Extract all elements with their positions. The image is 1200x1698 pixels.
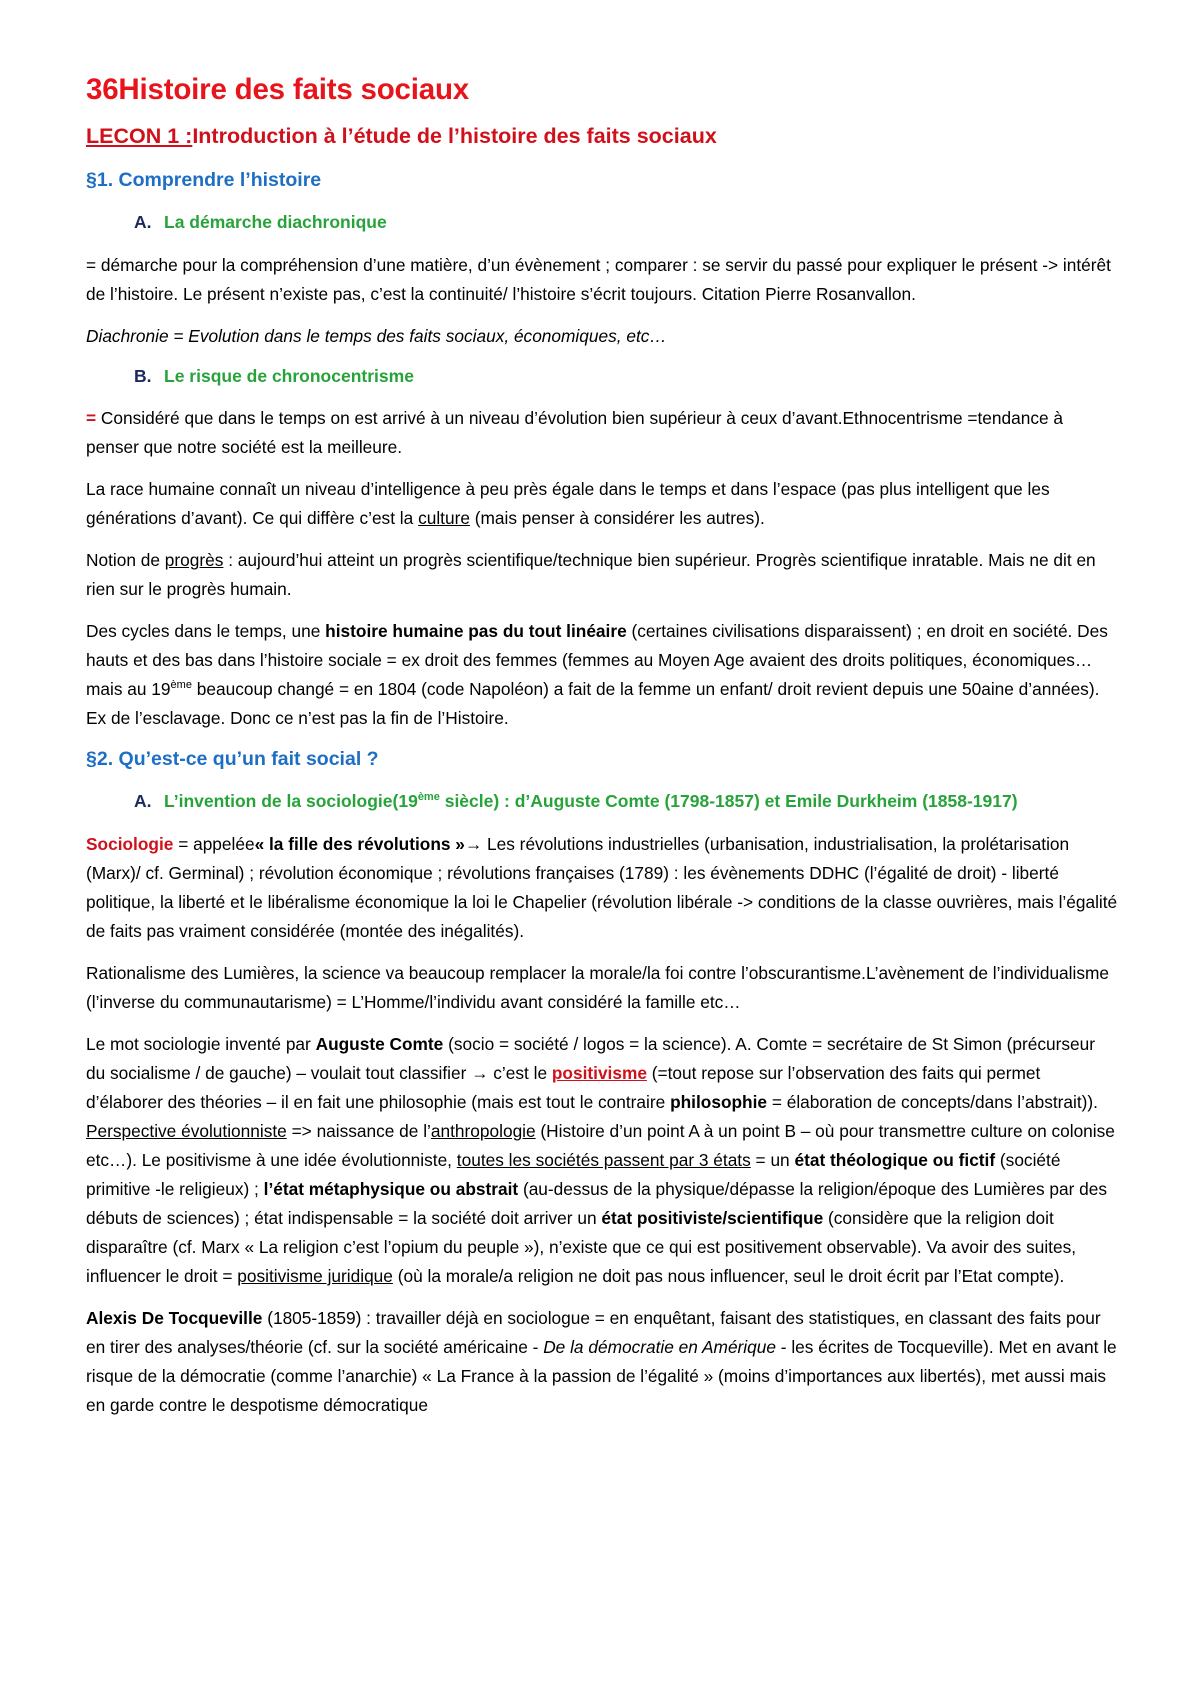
equals-mark: =	[86, 408, 97, 429]
text-run: Notion de	[86, 550, 165, 571]
subsection-1b-text: Le risque de chronocentrisme	[164, 365, 414, 386]
bold-term: Auguste Comte	[315, 1033, 444, 1054]
text-run: La race humaine connaît un niveau d’intelligence à peu près égale dans le temps et dans l’espace (pas plus intelligent que les générations d’avant). Ce qui diffère c’est la	[86, 479, 1050, 529]
paragraph-diachronie-definition: Diachronie = Evolution dans le temps des faits sociaux, économiques, etc…	[86, 325, 667, 346]
subsection-1a-title	[134, 210, 1118, 235]
underlined-term: anthropologie	[430, 1120, 536, 1141]
paragraph-2a-4	[86, 1304, 1118, 1420]
subsection-1a-text: La démarche diachronique	[164, 212, 387, 233]
text-run: (Histoire d’un point A à un point B – où pour transmettre culture on colonise etc…). Le positivisme à une idée évolutionniste,	[86, 1120, 1115, 1170]
text-run: (au-dessus de la physique/dépasse la religion/époque des Lumières par des débuts de sciences) ; état indispensable = la société doit arriver un	[86, 1178, 1108, 1228]
arrow-icon: →	[464, 833, 483, 854]
text-run: : aujourd’hui atteint un progrès scientifique/technique bien supérieur. Progrès scientifique inratable. Mais ne dit en rien sur le progrès humain.	[86, 550, 1096, 600]
text-run: c’est le	[488, 1062, 552, 1083]
text-run: (mais penser à considérer les autres).	[469, 508, 765, 529]
text-run: (socio = société / logos = la science). A. Comte = secrétaire de St Simon (précurseur du socialisme / de gauche) – voulait tout classifier	[86, 1033, 1095, 1083]
paragraph-2a-1	[86, 830, 1118, 946]
subsection-letter: B.	[134, 365, 152, 386]
paragraph-1b-4	[86, 617, 1118, 733]
text-run: Le mot sociologie inventé par	[86, 1033, 316, 1054]
paragraph-1b-2	[86, 475, 1118, 533]
paragraph-2a-3	[86, 1030, 1118, 1291]
underlined-term: toutes les sociétés passent par 3 états	[456, 1149, 751, 1170]
underlined-term: culture	[418, 508, 470, 529]
italic-title: De la démocratie en Amérique	[543, 1336, 776, 1357]
bold-term: état théologique ou fictif	[794, 1149, 996, 1170]
text-run: - les écrites de Tocqueville). Met en avant le risque de la démocratie (comme l’anarchie) « La France à la passion de l’égalité » (moins d’importances aux libertés), met aussi mais en garde contre le despotisme démocratique	[86, 1336, 1117, 1415]
text-run: Des cycles dans le temps, une	[86, 621, 326, 642]
underlined-term: Perspective évolutionniste	[86, 1120, 287, 1141]
lesson-title	[86, 123, 1118, 151]
lesson-title-text: Introduction à l’étude de l’histoire des faits sociaux	[192, 123, 717, 148]
bold-term: état positiviste/scientifique	[601, 1207, 824, 1228]
lesson-prefix: LECON 1 :	[86, 123, 193, 148]
underlined-term: positivisme juridique	[237, 1265, 393, 1286]
paragraph-1b-3	[86, 546, 1118, 604]
paragraph-1b-1	[86, 404, 1118, 462]
bold-term: philosophie	[670, 1091, 768, 1112]
subsection-2a-text: L’invention de la sociologie(19	[164, 791, 418, 812]
text-run: beaucoup changé = en 1804 (code Napoléon) a fait de la femme un enfant/ droit revient depuis une 50aine d’années). Ex de l’esclavage. Donc ce n’est pas la fin de l’Histoire.	[86, 679, 1100, 729]
text-run: = élaboration de concepts/dans l’abstrait)).	[767, 1091, 1098, 1112]
highlighted-term: positivisme	[551, 1062, 647, 1083]
text-run: (société primitive -le religieux) ;	[86, 1149, 1061, 1199]
document-title: 36Histoire des faits sociaux	[86, 73, 469, 106]
text-run: = appelée	[173, 833, 255, 854]
section-1-title: §1. Comprendre l’histoire	[86, 168, 322, 191]
subsection-2a-title	[134, 789, 1118, 814]
text-run: (1805-1859) : travailler déjà en sociologue = en enquêtant, faisant des statistiques, en classant des faits pour en tirer des analyses/théorie (cf. sur la société américaine -	[86, 1307, 1101, 1357]
subsection-1b-title	[134, 364, 1118, 389]
bold-term: Alexis De Tocqueville	[86, 1307, 263, 1328]
subsection-2a-text: siècle) : d’Auguste Comte (1798-1857) et Emile Durkheim (1858-1917)	[439, 791, 1018, 812]
subsection-letter: A.	[134, 791, 152, 812]
paragraph-2a-2: Rationalisme des Lumières, la science va beaucoup remplacer la morale/la foi contre l’obscurantisme.L’avènement de l’individualisme (l’inverse du communautarisme) = L’Homme/l’individu avant considéré la famille etc…	[86, 962, 1109, 1012]
arrow-icon: →	[471, 1062, 489, 1083]
bold-term: histoire humaine pas du tout linéaire	[325, 621, 627, 642]
paragraph-1a-1: = démarche pour la compréhension d’une matière, d’un évènement ; comparer : se servir du passé pour expliquer le présent -> intérêt de l’histoire. Le présent n’existe pas, c’est la continuité/ l’histoire s’écrit toujours. Citation Pierre Rosanvallon.	[86, 254, 1111, 304]
bold-term: l’état métaphysique ou abstrait	[263, 1178, 519, 1199]
paragraph-text: Considéré que dans le temps on est arrivé à un niveau d’évolution bien supérieur à ceux d’avant.Ethnocentrisme =tendance à penser que notre société est la meilleure.	[86, 408, 1064, 458]
text-run: Les révolutions industrielles (urbanisation, industrialisation, la prolétarisation (Marx)/ cf. Germinal) ; révolution économique ; révolutions françaises (1789) : les évènements DDHC (l’égalité de droit) - liberté politique, la liberté et le libéralisme économique la loi le Chapelier (révolution libérale -> conditions de la classe ouvrières, mais l’égalité de faits pas vraiment considérée (montée des inégalités).	[86, 833, 1118, 941]
text-run: (=tout repose sur l’observation des faits qui permet d’élaborer des théories – il en fait une philosophie (mais est tout le contraire	[86, 1062, 1041, 1112]
highlighted-term: Sociologie	[86, 833, 174, 854]
text-run: = un	[750, 1149, 795, 1170]
bold-term: « la fille des révolutions »	[254, 833, 465, 854]
text-run: => naissance de l’	[286, 1120, 431, 1141]
text-run: (où la morale/a religion ne doit pas nous influencer, seul le droit écrit par l’Etat compte).	[392, 1265, 1065, 1286]
superscript: ème	[170, 679, 192, 692]
section-2-title: §2. Qu’est-ce qu’un fait social ?	[86, 748, 379, 771]
document-page	[86, 72, 1118, 1433]
text-run: (certaines civilisations disparaissent) ; en droit en société. Des hauts et des bas dans l’histoire sociale = ex droit des femmes (femmes au Moyen Age avaient des droits politiques, économiques… mais au 19	[86, 621, 1108, 700]
superscript: ème	[417, 791, 440, 804]
subsection-letter: A.	[134, 212, 152, 233]
underlined-term: progrès	[164, 550, 224, 571]
text-run: (considère que la religion doit disparaître (cf. Marx « La religion c’est l’opium du peuple »), n’existe que ce qui est positivement observable). Va avoir des suites, influencer le droit =	[86, 1207, 1077, 1286]
